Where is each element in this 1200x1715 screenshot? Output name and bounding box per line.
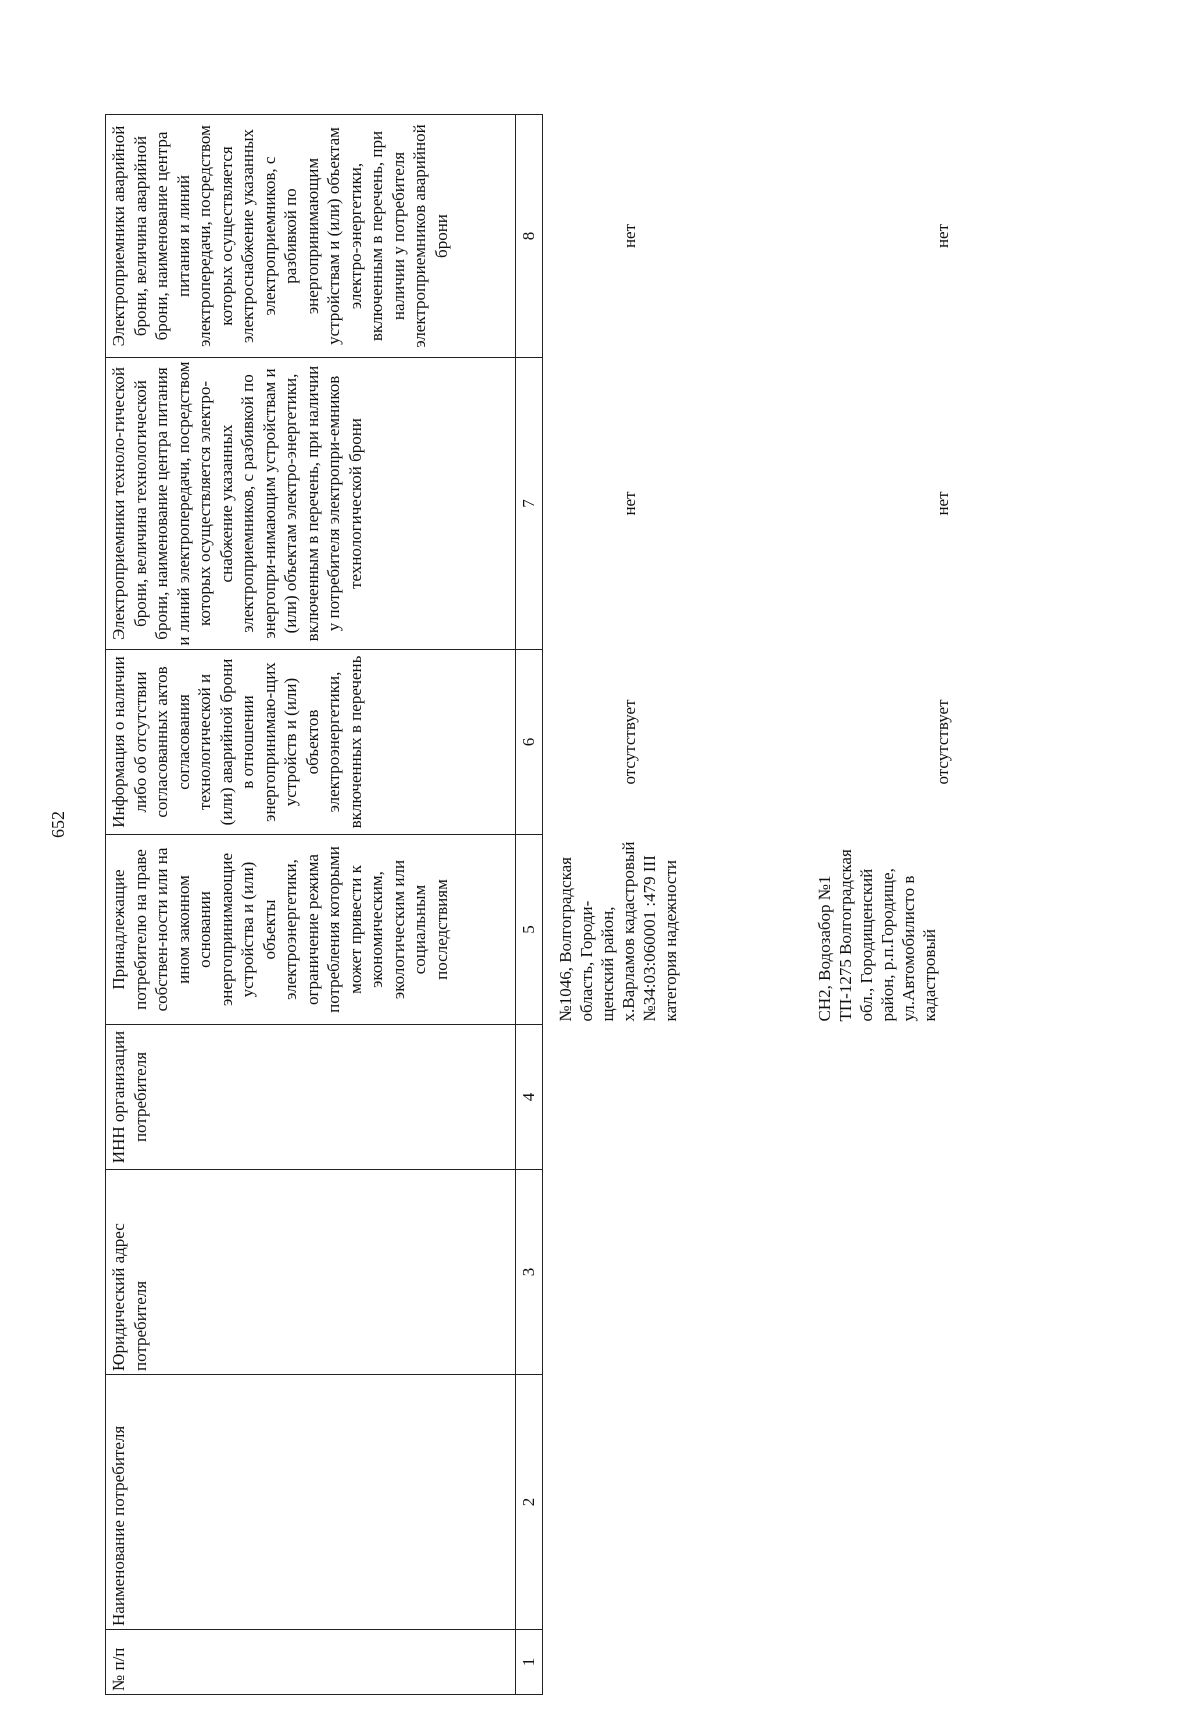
column-number: 2 <box>516 1375 543 1630</box>
device-cell: №1046, Волгоградская область, Городи-щенский район, х.Варламов кадастровый №34:03:060001 :479 III категория надежности <box>555 841 680 1022</box>
tech-reserve-cell: нет <box>933 491 952 516</box>
emergency-reserve-cell: нет <box>933 223 952 249</box>
consumer-table <box>105 114 1012 1695</box>
header-cell: Электроприемники техноло-гической брони, величина технологической брони, наименование центра питания и линий электропередачи, посредством которых осуществляется электро-снабжение указанных электроприемников, с разбивкой по энергопри-нимающим устройствам и (или) объектам электро-энергетики, включенным в перечень, при наличии у потребителя электропри-емников технологической брони <box>106 358 516 650</box>
column-number: 7 <box>516 358 543 650</box>
table-row <box>812 115 1012 1695</box>
tech-reserve-cell: нет <box>619 491 639 516</box>
column-number: 1 <box>516 1630 543 1695</box>
page-number: 652 <box>48 811 68 838</box>
header-cell: ИНН организации потребителя <box>106 1025 516 1170</box>
emergency-reserve-cell: нет <box>619 223 639 249</box>
column-number: 3 <box>516 1170 543 1375</box>
table-row <box>542 115 812 1695</box>
header-cell: Принадлежащие потребителю на праве собствен-ности или на ином законном основании энергопринимающие устройства и (или) объекты электроэнергетики, ограничение режима потребления которыми может привести к экономическим, экологическим или социальным последствиям <box>106 835 516 1025</box>
act-info-cell: отсутствует <box>619 699 639 785</box>
header-cell: Наименование потребителя <box>106 1375 516 1630</box>
header-cell: № п/п <box>106 1630 516 1695</box>
act-info-cell: отсутствует <box>933 699 952 785</box>
rotated-table-page <box>105 40 1200 1695</box>
header-row <box>106 115 516 1695</box>
header-cell: Электроприемники аварийной брони, величина аварийной брони, наименование центра питания и линий электропередачи, посредством которых осуществляется электроснабжение указанных электроприемников, с разбивкой по энергопринимающим устройствам и (или) объектам электро-энергетики, включенным в перечень, при наличии у потребителя электроприемников аварийной брони <box>106 115 516 358</box>
column-number: 8 <box>516 115 543 358</box>
column-number-row <box>516 115 543 1695</box>
device-cell: СН2, Водозабор №1 ТП-1275 Волгоградская обл., Городищенский район, р.п.Городище, ул.Автомобилисто в кадастровый <box>815 849 939 1022</box>
header-cell: Информация о наличии либо об отсутствии согласованных актов согласования технологической и (или) аварийной брони в отношении энергопринимаю-щих устройств и (или) объектов электроэнергетики, включенных в перечень <box>106 650 516 835</box>
column-number: 4 <box>516 1025 543 1170</box>
column-number: 5 <box>516 835 543 1025</box>
column-number: 6 <box>516 650 543 835</box>
header-cell: Юридический адрес потребителя <box>106 1170 516 1375</box>
